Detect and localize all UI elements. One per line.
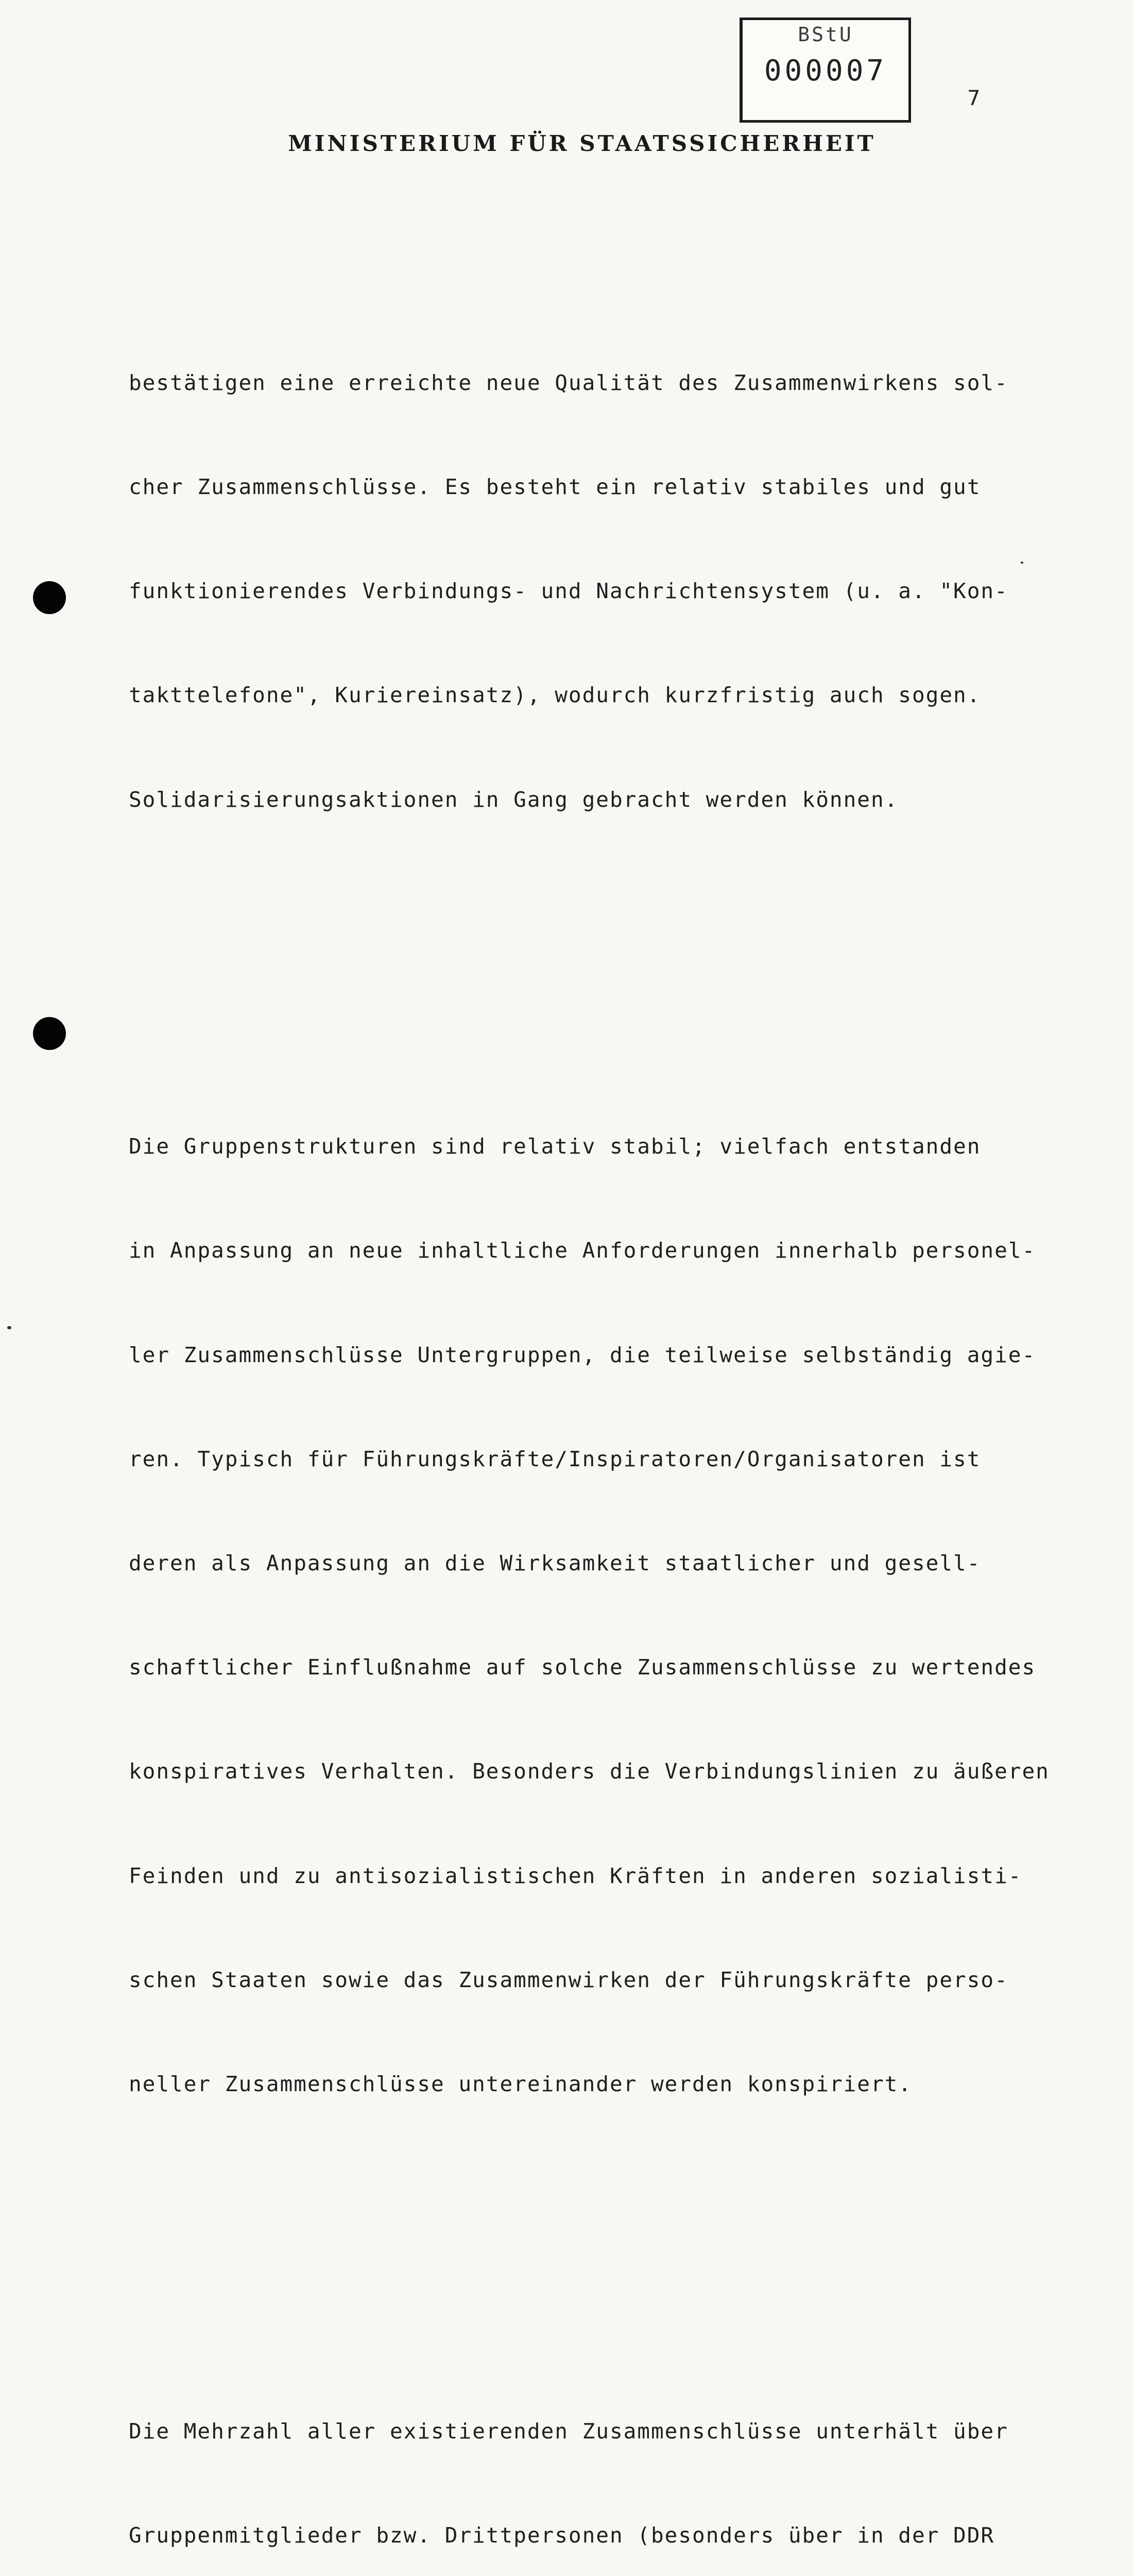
text-line: Die Gruppenstrukturen sind relativ stabil; vielfach entstanden	[129, 1134, 981, 1159]
page-number: 7	[967, 87, 981, 110]
paragraph-spacer	[129, 2241, 1092, 2275]
text-line: neller Zusammenschlüsse untereinander werden konspiriert.	[129, 2072, 912, 2097]
punch-hole-top	[33, 581, 66, 614]
scan-speck	[1021, 562, 1023, 564]
paragraph-spacer	[129, 956, 1092, 991]
stamp-label: BStU	[798, 23, 853, 46]
text-line: Gruppenmitglieder bzw. Drittpersonen (besonders über in der DDR	[129, 2523, 995, 2548]
scan-speck	[7, 1326, 11, 1329]
paragraph-1	[129, 296, 1092, 887]
text-line: schaftlicher Einflußnahme auf solche Zusammenschlüsse zu wertendes	[129, 1655, 1036, 1680]
text-line: ren. Typisch für Führungskräfte/Inspiratoren/Organisatoren ist	[129, 1446, 981, 1471]
paragraph-2	[129, 1060, 1092, 2171]
paragraph-3	[129, 2345, 1092, 2576]
archive-stamp	[740, 18, 911, 123]
text-line: in Anpassung an neue inhaltliche Anforderungen innerhalb personel-	[129, 1238, 1036, 1263]
text-line: Die Mehrzahl aller existierenden Zusammenschlüsse unterhält über	[129, 2418, 1008, 2444]
text-line: ler Zusammenschlüsse Untergruppen, die teilweise selbständig agie-	[129, 1342, 1036, 1367]
document-body	[129, 227, 1092, 2576]
punch-hole-bottom	[33, 1017, 66, 1050]
text-line: Solidarisierungsaktionen in Gang gebracht werden können.	[129, 787, 899, 812]
text-line: bestätigen eine erreichte neue Qualität des Zusammenwirkens sol-	[129, 370, 1008, 395]
text-line: funktionierendes Verbindungs- und Nachrichtensystem (u. a. "Kon-	[129, 579, 1008, 604]
text-line: deren als Anpassung an die Wirksamkeit staatlicher und gesell-	[129, 1551, 981, 1576]
text-line: schen Staaten sowie das Zusammenwirken der Führungskräfte perso-	[129, 1967, 1008, 1992]
text-line: Feinden und zu antisozialistischen Kräften in anderen sozialisti-	[129, 1863, 1022, 1888]
text-line: cher Zusammenschlüsse. Es besteht ein relativ stabiles und gut	[129, 474, 981, 499]
page-header: MINISTERIUM FÜR STAATSSICHERHEIT	[288, 131, 876, 156]
text-line: konspiratives Verhalten. Besonders die Verbindungslinien zu äußeren	[129, 1759, 1050, 1784]
text-line: takttelefone", Kuriereinsatz), wodurch kurzfristig auch sogen.	[129, 683, 981, 708]
stamp-number: 000007	[764, 54, 887, 88]
